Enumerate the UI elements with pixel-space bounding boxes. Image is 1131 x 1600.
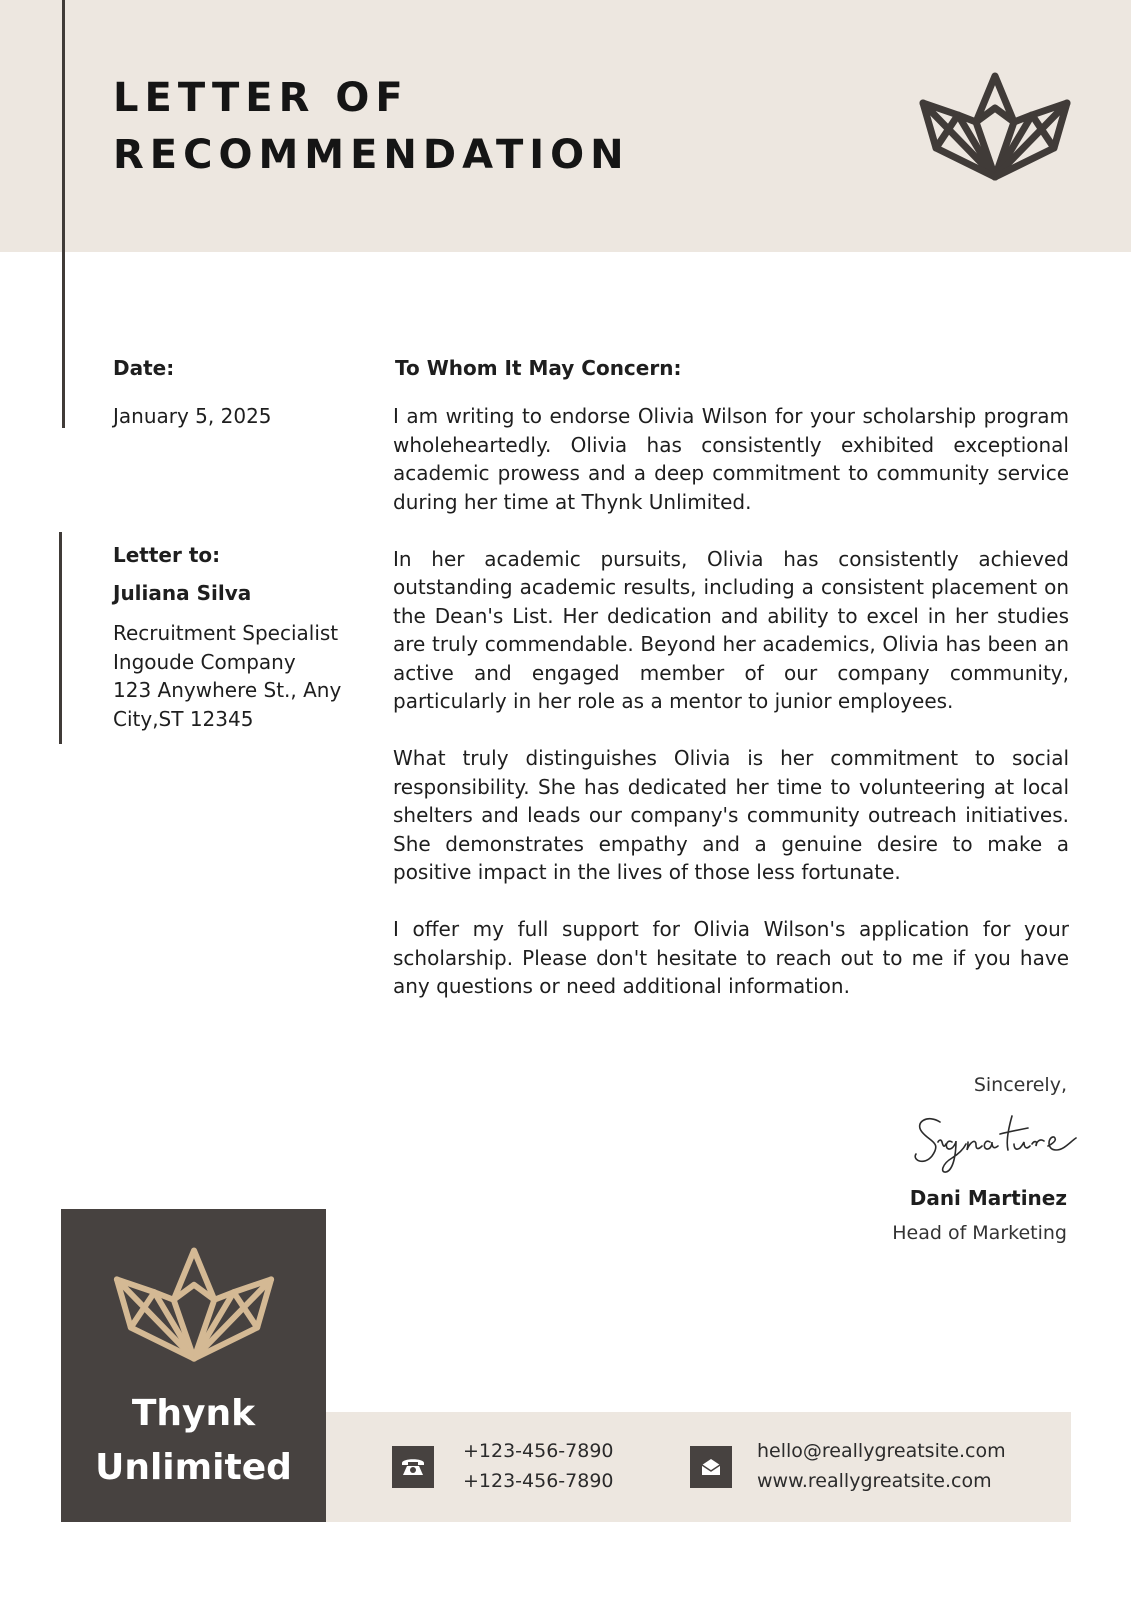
letter-paragraph: I offer my full support for Olivia Wilson's application for your scholarship. Please don't hesitate to reach out to me if you have any questions or need additional information. [393, 917, 1069, 998]
recipient-name: Juliana Silva [113, 581, 252, 605]
date-label: Date: [113, 356, 175, 380]
phone-glyph-icon [400, 1456, 426, 1478]
phone-number[interactable]: +123-456-7890 [463, 1470, 614, 1492]
signer-title: Head of Marketing [892, 1222, 1067, 1244]
website-link[interactable]: www.reallygreatsite.com [757, 1470, 992, 1492]
email-link[interactable]: hello@reallygreatsite.com [757, 1440, 1006, 1462]
signer-name: Dani Martinez [909, 1186, 1067, 1210]
recipient-line: Recruitment Specialist [113, 621, 339, 645]
brand-line: Unlimited [95, 1447, 292, 1488]
closing: Sincerely, [973, 1074, 1067, 1096]
envelope-icon [690, 1446, 732, 1488]
letter-paragraph: What truly distinguishes Olivia is her commitment to social responsibility. She has dedicated her time to volunteering at local shelters and leads our company's community outreach initiatives. She demonstrates empathy and a genuine desire to make a positive impact in the lives of those less fortunate. [393, 746, 1069, 884]
letter-to-label: Letter to: [113, 543, 221, 567]
envelope-glyph-icon [700, 1457, 722, 1477]
recipient-line: 123 Anywhere St., Any [113, 678, 342, 702]
recipient-line: Ingoude Company [113, 649, 296, 674]
letter-body [393, 402, 1069, 1029]
left-rule-top [62, 0, 65, 428]
title-line-2: RECOMMENDATION [113, 132, 630, 178]
phone-numbers [463, 1436, 614, 1496]
brand-name [61, 1387, 326, 1495]
web-contacts [757, 1436, 1006, 1496]
salutation: To Whom It May Concern: [395, 356, 682, 380]
page-title [113, 70, 630, 184]
date-value: January 5, 2025 [113, 404, 272, 428]
phone-number[interactable]: +123-456-7890 [463, 1440, 614, 1462]
recipient-line: City,ST 12345 [113, 706, 254, 731]
title-line-1: LETTER OF [113, 75, 409, 121]
brand-box [61, 1209, 326, 1522]
crown-icon [111, 1244, 277, 1364]
recipient-address [113, 619, 341, 733]
letter-paragraph: In her academic pursuits, Olivia has consistently achieved outstanding academic results, including a consistent placement on the Dean's List. Her dedication and ability to excel in her studies are truly commendable. Beyond her academics, Olivia has been an active and engaged member of our company community, particularly in her role as a mentor to junior employees. [393, 546, 1069, 713]
crown-icon [918, 70, 1072, 182]
signature [912, 1108, 1078, 1176]
left-rule-recipient [59, 532, 62, 744]
letter-paragraph: I am writing to endorse Olivia Wilson for your scholarship program wholeheartedly. Olivia has consistently exhibited exceptional academic prowess and a deep commitment to community service during her time at Thynk Unlimited. [393, 404, 1069, 514]
phone-icon [392, 1446, 434, 1488]
brand-line: Thynk [131, 1393, 256, 1434]
